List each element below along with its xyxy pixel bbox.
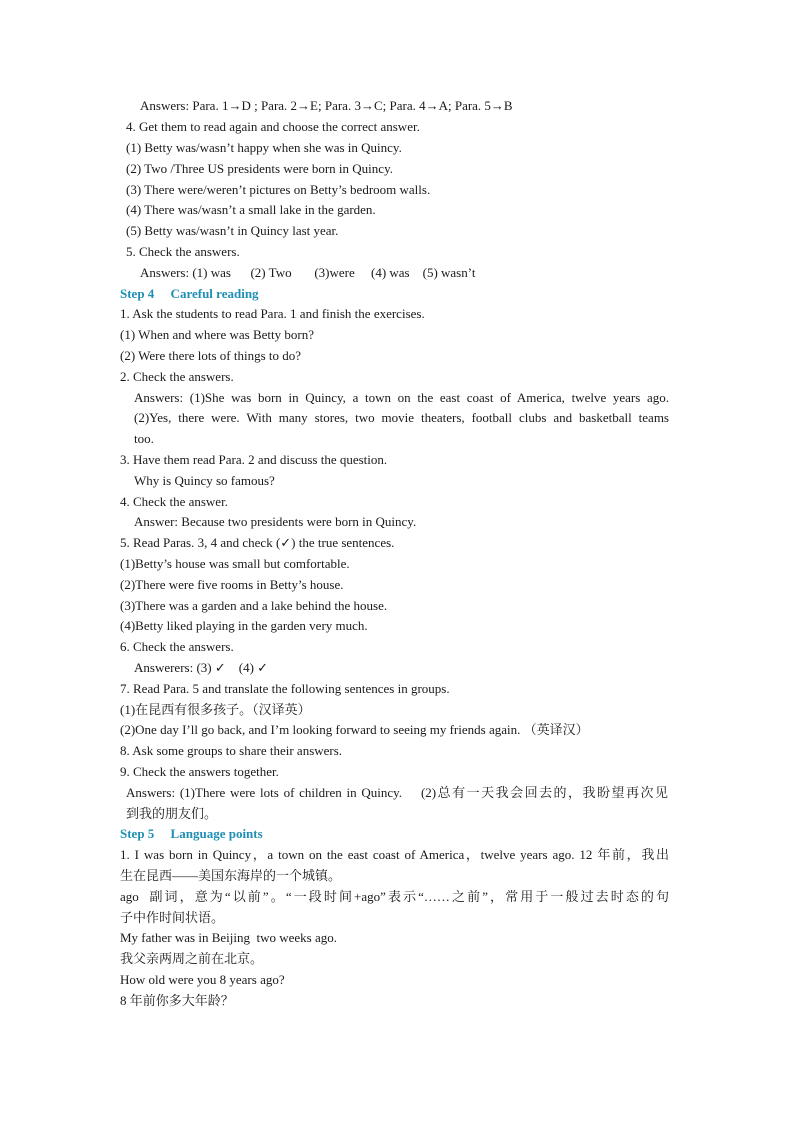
step4-question-1: (1) When and where was Betty born? xyxy=(120,327,314,342)
true-false-1: (1)Betty’s house was small but comfortable. xyxy=(120,556,350,571)
step4-item-3: 3. Have them read Para. 2 and discuss the question. xyxy=(120,452,388,467)
step4-item-9: 9. Check the answers together. xyxy=(120,764,279,779)
step4-item-1: 1. Ask the students to read Para. 1 and finish the exercises. xyxy=(120,306,425,321)
language-point-1-cont: 生在昆西——美国东海岸的一个城镇。 xyxy=(120,868,342,883)
step4-question-2: (2) Were there lots of things to do? xyxy=(120,348,302,363)
true-false-4: (4)Betty liked playing in the garden very much. xyxy=(120,618,368,633)
example-1: My father was in Beijing two weeks ago. xyxy=(120,930,337,945)
step4-item-4: 4. Check the answer. xyxy=(120,494,228,509)
step4-item-6: 6. Check the answers. xyxy=(120,639,234,654)
discussion-question: Why is Quincy so famous? xyxy=(134,473,275,488)
answers-choice: Answers: (1) was (2) Two (3)were (4) was (5) wasn’t xyxy=(140,265,476,280)
question-2: (2) Two /Three US presidents were born in Quincy. xyxy=(126,161,393,176)
instruction-5: 5. Check the answers. xyxy=(126,244,240,259)
answers-para-matching: Answers: Para. 1→D ; Para. 2→E; Para. 3→C; Para. 4→A; Para. 5→B xyxy=(140,98,513,113)
answers-check: Answerers: (3) ✓ (4) ✓ xyxy=(134,660,269,675)
question-3: (3) There were/weren’t pictures on Betty’s bedroom walls. xyxy=(126,182,431,197)
step-5-heading: Step 5 Language points xyxy=(120,826,263,841)
answers-translation: Answers: (1)There were lots of children in Quincy. (2)总有一天我会回去的，我盼望再次见 xyxy=(126,785,668,800)
language-point-1: 1. I was born in Quincy，a town on the east coast of America，twelve years ago. 12 年前，我出 xyxy=(120,847,669,862)
question-5: (5) Betty was/wasn’t in Quincy last year. xyxy=(126,223,339,238)
step4-item-5: 5. Read Paras. 3, 4 and check (✓) the true sentences. xyxy=(120,535,395,550)
answers-translation-cont: 到我的朋友们。 xyxy=(126,806,218,821)
translate-2: (2)One day I’ll go back, and I’m looking forward to seeing my friends again. （英译汉） xyxy=(120,722,589,737)
true-false-2: (2)There were five rooms in Betty’s house. xyxy=(120,577,344,592)
example-1-translation: 我父亲两周之前在北京。 xyxy=(120,951,264,966)
translate-1: (1)在昆西有很多孩子。（汉译英） xyxy=(120,702,311,717)
ago-explanation-cont: 子中作时间状语。 xyxy=(120,910,225,925)
true-false-3: (3)There was a garden and a lake behind the house. xyxy=(120,598,388,613)
example-2: How old were you 8 years ago? xyxy=(120,972,285,987)
step-4-heading: Step 4 Careful reading xyxy=(120,286,259,301)
answer-line-1: Answers: (1)She was born in Quincy, a town on the east coast of America, twelve years ago. xyxy=(134,390,669,405)
answer-presidents: Answer: Because two presidents were born in Quincy. xyxy=(134,514,417,529)
step4-item-7: 7. Read Para. 5 and translate the following sentences in groups. xyxy=(120,681,450,696)
question-4: (4) There was/wasn’t a small lake in the garden. xyxy=(126,202,376,217)
step4-item-8: 8. Ask some groups to share their answers. xyxy=(120,743,343,758)
question-1: (1) Betty was/wasn’t happy when she was in Quincy. xyxy=(126,140,402,155)
instruction-4: 4. Get them to read again and choose the correct answer. xyxy=(126,119,420,134)
example-2-translation: 8 年前你多大年龄？ xyxy=(120,993,234,1008)
answer-line-2: (2)Yes, there were. With many stores, two movie theaters, football clubs and basketball teams xyxy=(134,410,669,425)
answer-line-3: too. xyxy=(134,431,154,446)
ago-explanation: ago 副词，意为“以前”。“一段时间+ago”表示“……之前”，常用于一般过去时态的句 xyxy=(120,889,669,904)
step4-item-2: 2. Check the answers. xyxy=(120,369,234,384)
